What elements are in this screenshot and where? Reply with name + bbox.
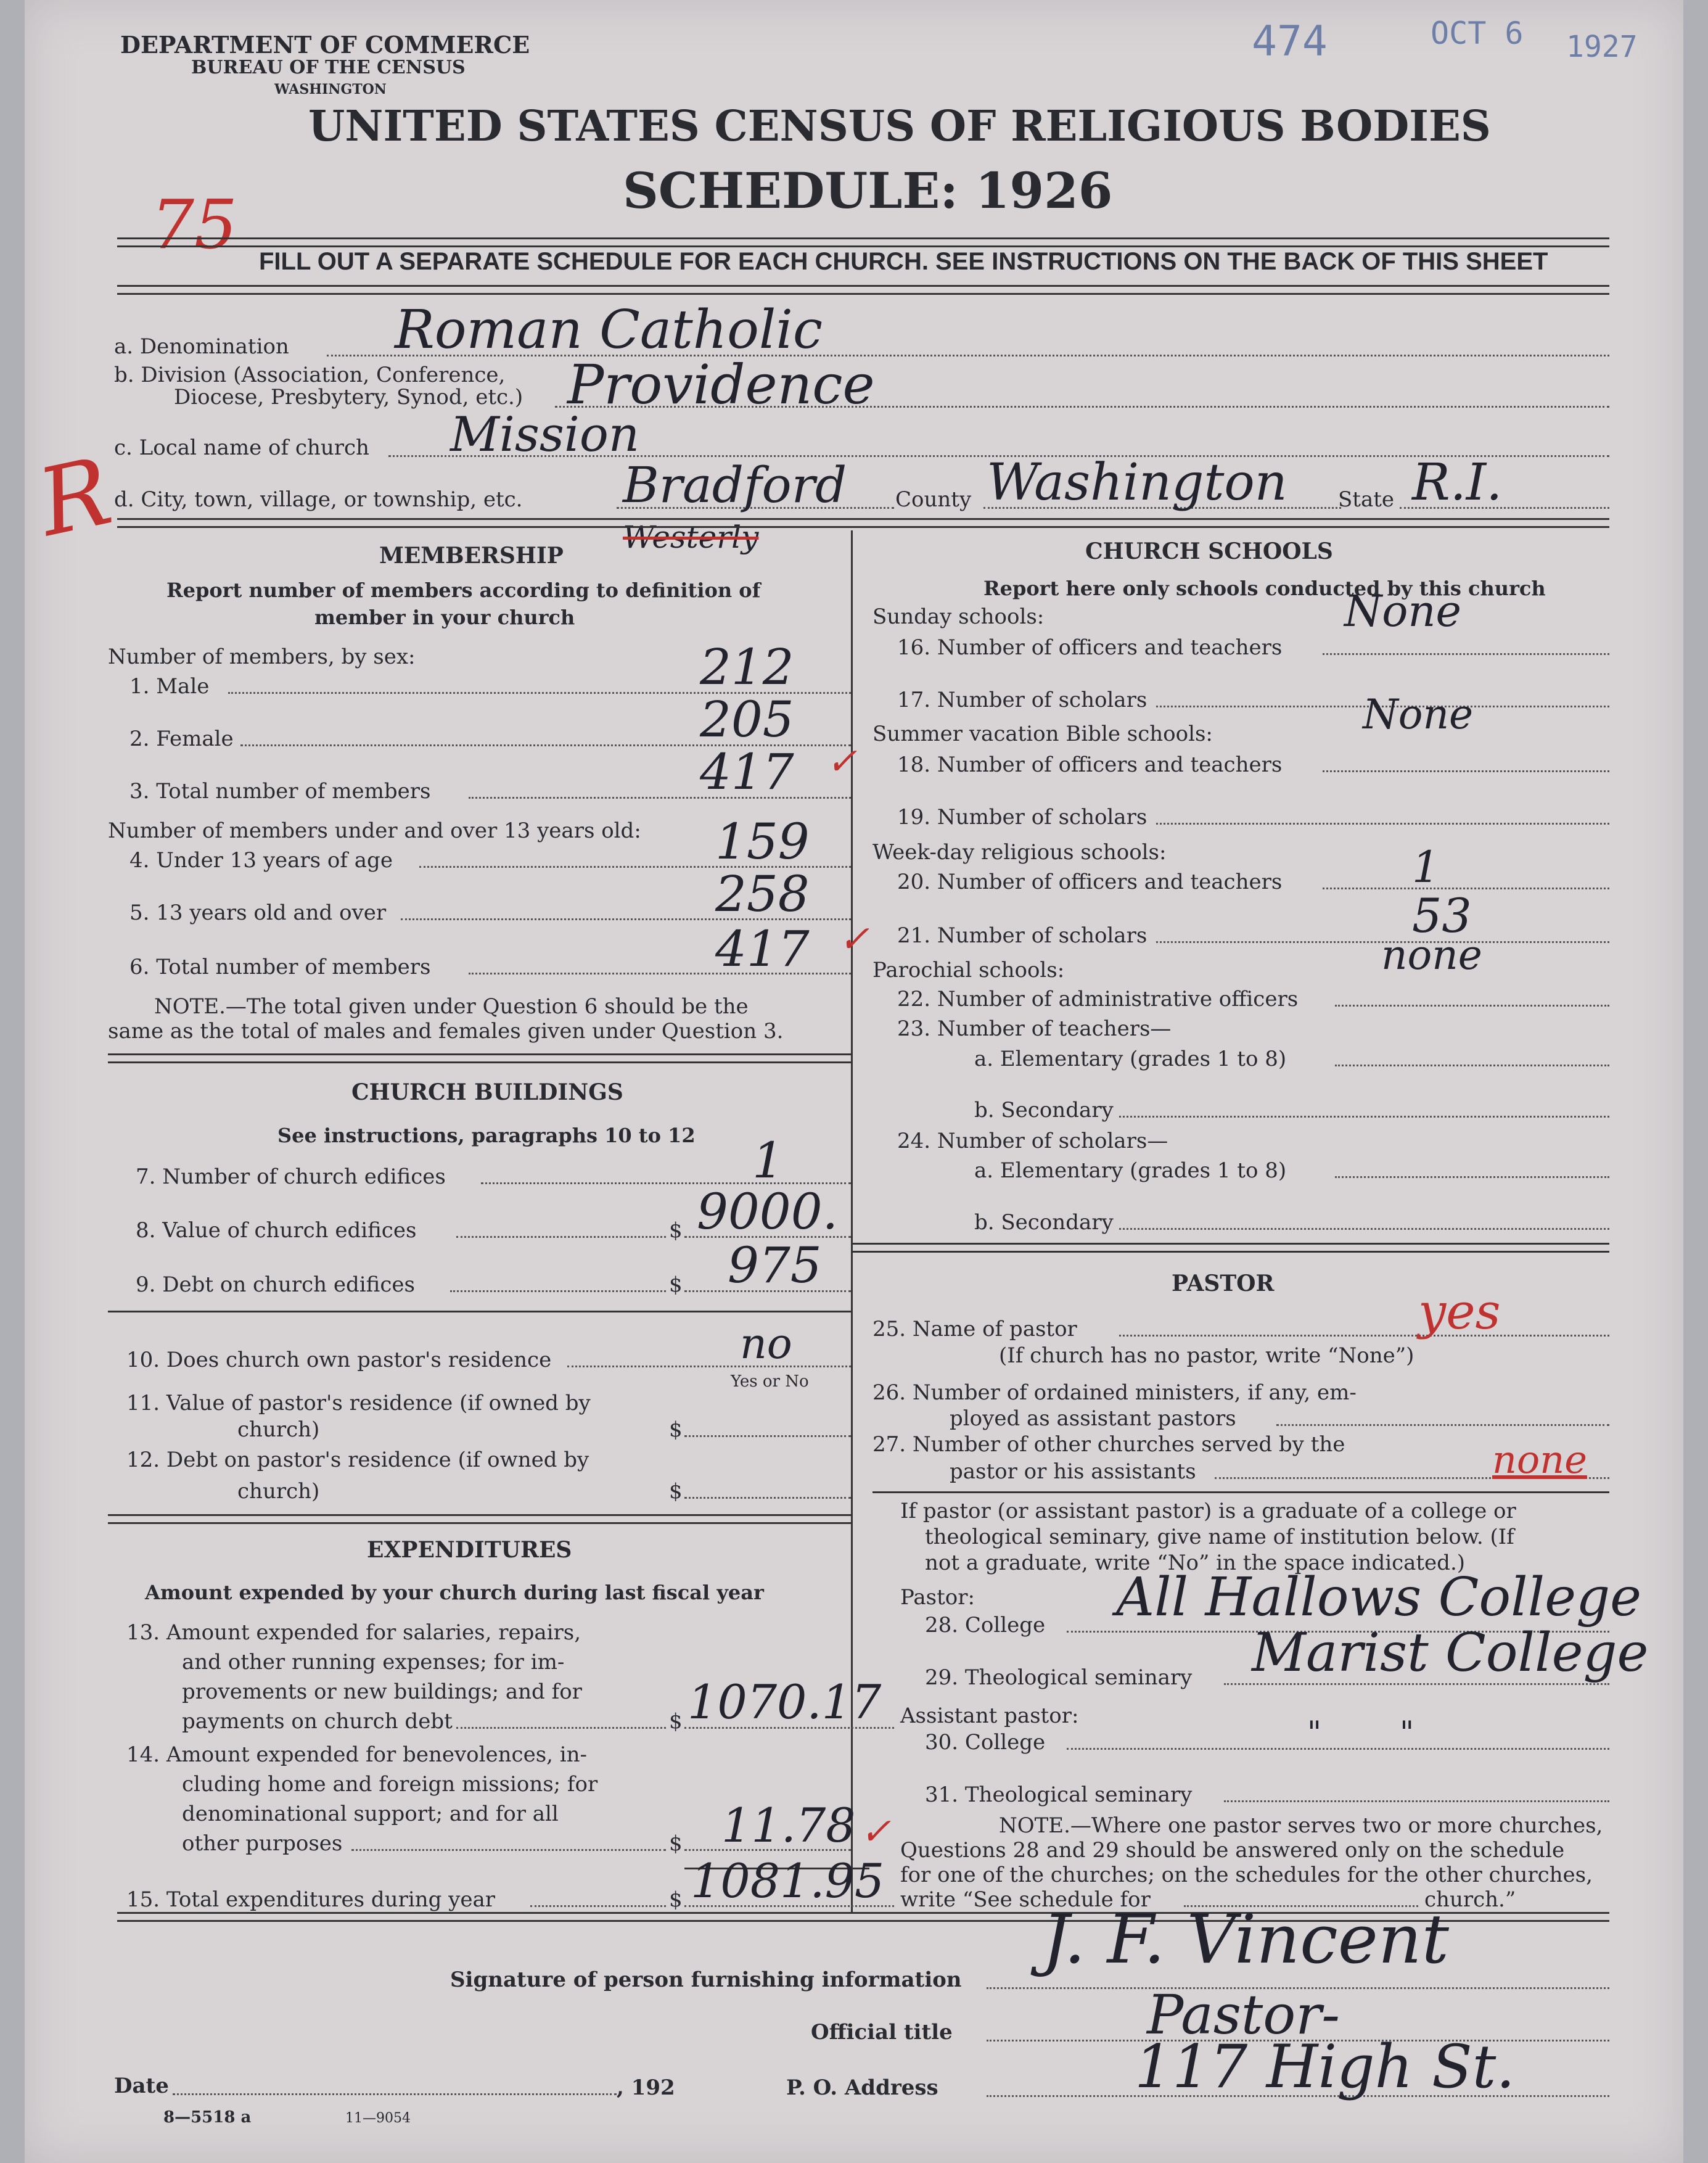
q10-value[interactable]: no [740, 1320, 792, 1369]
print-number: 11—9054 [345, 2111, 411, 2126]
q3-check: ✓ [826, 740, 858, 783]
q17-label: 17. Number of scholars [897, 688, 1148, 712]
banner-bottom-rule [117, 285, 1609, 295]
q9-value[interactable]: 975 [728, 1237, 822, 1294]
schools-sub: Report here only schools conducted by this church [983, 577, 1546, 600]
q13-dollar: $ [669, 1709, 683, 1734]
signature-value[interactable]: J. F. Vincent [1042, 1900, 1449, 1979]
q25-note: (If church has no pastor, write “None”) [999, 1343, 1414, 1368]
expenditures-heading: EXPENDITURES [367, 1537, 572, 1563]
q15-dollar: $ [669, 1887, 683, 1912]
state-label: State [1338, 487, 1395, 512]
pastor-mid-rule [872, 1491, 1609, 1493]
q9-line [450, 1290, 666, 1292]
q12-line [684, 1497, 851, 1499]
q16-label: 16. Number of officers and teachers [897, 635, 1283, 660]
membership-intro-1: Report number of members according to definition of [166, 579, 761, 602]
q18-label: 18. Number of officers and teachers [897, 752, 1283, 777]
q6-check: ✓ [839, 918, 870, 961]
q12-dollar: $ [669, 1479, 683, 1504]
q11-dollar: $ [669, 1417, 683, 1442]
q27-label-2: pastor or his assistants [950, 1459, 1196, 1484]
q18-line [1323, 770, 1609, 772]
q14-label-1: 14. Amount expended for benevolences, in- [126, 1742, 588, 1767]
sunday-schools-value[interactable]: None [1344, 586, 1461, 637]
county-value[interactable]: Washington [987, 453, 1287, 512]
q3-label: 3. Total number of members [129, 779, 431, 804]
q23-label: 23. Number of teachers— [897, 1016, 1172, 1041]
q1-value[interactable]: 212 [700, 638, 794, 696]
city-struck-value: Westerly [623, 519, 759, 555]
buildings-sub: See instructions, paragraphs 10 to 12 [277, 1124, 696, 1147]
date-year: , 192 [617, 2075, 675, 2100]
buildings-heading: CHURCH BUILDINGS [351, 1079, 623, 1105]
graduate-note-1: If pastor (or assistant pastor) is a graduate of a college or [900, 1499, 1516, 1523]
q24b-label: b. Secondary [974, 1210, 1114, 1235]
date-line [173, 2093, 617, 2095]
signature-label: Signature of person furnishing information [450, 1967, 962, 1992]
form-number: 8—5518 a [163, 2108, 252, 2127]
official-title-label: Official title [811, 2020, 953, 2045]
city-label: WASHINGTON [274, 81, 387, 97]
weekday-schools-label: Week-day religious schools: [872, 840, 1167, 865]
q14-label-4: other purposes [182, 1831, 343, 1856]
form-subtitle: SCHEDULE: 1926 [623, 162, 1113, 220]
graduate-note-2: theological seminary, give name of institution below. (If [925, 1525, 1514, 1549]
census-schedule-sheet [25, 0, 1683, 2163]
q5-label: 5. 13 years old and over [129, 900, 387, 925]
division-label-2: Diocese, Presbytery, Synod, etc.) [174, 385, 523, 410]
q29-label: 29. Theological seminary [925, 1665, 1193, 1690]
identity-bottom-rule [117, 518, 1609, 528]
membership-intro-2: member in your church [314, 606, 575, 629]
instruction-banner: FILL OUT A SEPARATE SCHEDULE FOR EACH CHURCH. SEE INSTRUCTIONS ON THE BACK OF THIS SHEET [259, 248, 1548, 275]
q20-value[interactable]: 1 [1412, 842, 1440, 892]
assistant-pastor-label: Assistant pastor: [900, 1704, 1079, 1728]
q23a-line [1335, 1065, 1609, 1066]
parochial-schools-label: Parochial schools: [872, 958, 1065, 983]
membership-heading: MEMBERSHIP [379, 543, 564, 569]
city-label-field: d. City, town, village, or township, etc. [114, 487, 523, 512]
q25-value[interactable]: yes [1418, 1283, 1501, 1340]
q4-label: 4. Under 13 years of age [129, 848, 393, 873]
schools-heading: CHURCH SCHOOLS [1085, 538, 1333, 564]
q10-line [567, 1366, 851, 1367]
summer-schools-value[interactable]: None [1363, 691, 1474, 738]
q11-line [684, 1435, 851, 1437]
q8-line [456, 1236, 666, 1238]
q2-value[interactable]: 205 [700, 691, 794, 748]
q14-check: ✓ [860, 1810, 892, 1853]
q20-label: 20. Number of officers and teachers [897, 870, 1283, 894]
q22-line [1335, 1005, 1609, 1007]
form-title: UNITED STATES CENSUS OF RELIGIOUS BODIES [308, 102, 1491, 151]
division-value[interactable]: Providence [567, 353, 875, 416]
q30-value[interactable]: " " [1307, 1715, 1414, 1750]
membership-note-2: same as the total of males and females given under Question 3. [108, 1019, 784, 1044]
q29-value[interactable]: Marist College [1252, 1622, 1649, 1684]
pastor-note-5: church.” [1424, 1887, 1516, 1912]
q14-line [351, 1849, 666, 1851]
q19-label: 19. Number of scholars [897, 805, 1148, 830]
local-name-label: c. Local name of church [114, 435, 369, 460]
q25-line [1119, 1335, 1609, 1337]
received-stamp-number: 474 [1252, 17, 1328, 66]
buildings-mid-rule [108, 1311, 851, 1312]
q23b-line [1119, 1116, 1609, 1118]
q15-label: 15. Total expenditures during year [126, 1887, 496, 1912]
po-address-value[interactable]: 117 High St. [1135, 2032, 1515, 2101]
sunday-schools-label: Sunday schools: [872, 604, 1045, 629]
q31-line [1224, 1800, 1609, 1802]
q21-value[interactable]: 53 [1412, 888, 1472, 943]
received-stamp-date: OCT 6 [1431, 15, 1524, 51]
q27-value[interactable]: none [1492, 1437, 1587, 1482]
membership-bottom-rule [108, 1053, 851, 1063]
q24a-line [1335, 1176, 1609, 1178]
q12-label-2: church) [237, 1479, 320, 1504]
q4-value[interactable]: 159 [715, 813, 810, 870]
q3-value[interactable]: 417 [700, 743, 794, 801]
department-label: DEPARTMENT OF COMMERCE [120, 31, 530, 59]
q27-label-1: 27. Number of other churches served by the [872, 1432, 1345, 1457]
pastor-note-2: Questions 28 and 29 should be answered only on the schedule [900, 1838, 1565, 1863]
q24-label: 24. Number of scholars— [897, 1129, 1168, 1153]
po-address-label: P. O. Address [786, 2075, 938, 2100]
pastor-note-3: for one of the churches; on the schedules for the other churches, [900, 1863, 1593, 1887]
q12-label-1: 12. Debt on pastor's residence (if owned by [126, 1448, 589, 1472]
pastor-note-1: NOTE.—Where one pastor serves two or more churches, [999, 1813, 1603, 1838]
bureau-label: BUREAU OF THE CENSUS [191, 57, 466, 78]
q13-label-2: and other running expenses; for im- [182, 1650, 565, 1675]
q6-label: 6. Total number of members [129, 955, 431, 979]
q6-value[interactable]: 417 [715, 920, 810, 978]
q25-label: 25. Name of pastor [872, 1317, 1077, 1341]
q31-label: 31. Theological seminary [925, 1782, 1193, 1807]
q28-value[interactable]: All Hallows College [1116, 1567, 1642, 1628]
q2-label: 2. Female [129, 727, 234, 751]
city-value[interactable]: Bradford [623, 456, 847, 514]
q23a-label: a. Elementary (grades 1 to 8) [974, 1047, 1287, 1071]
q7-label: 7. Number of church edifices [136, 1164, 446, 1189]
q26-label-1: 26. Number of ordained ministers, if any, em- [872, 1380, 1357, 1405]
q15-line [530, 1905, 666, 1907]
q22-label: 22. Number of administrative officers [897, 987, 1299, 1011]
q26-label-2: ployed as assistant pastors [950, 1406, 1236, 1431]
q26-line [1276, 1424, 1609, 1426]
q13-value[interactable]: 1070.17 [688, 1675, 882, 1729]
q24a-label: a. Elementary (grades 1 to 8) [974, 1158, 1287, 1183]
q28-label: 28. College [925, 1613, 1046, 1638]
margin-mark-75: 75 [151, 185, 237, 264]
parochial-schools-value[interactable]: none [1381, 931, 1482, 979]
buildings-bottom-rule [108, 1514, 851, 1524]
q8-value[interactable]: 9000. [697, 1183, 839, 1240]
schools-bottom-rule [851, 1243, 1609, 1253]
expenditures-sub: Amount expended by your church during last fiscal year [145, 1581, 764, 1604]
pastor-heading: PASTOR [1172, 1271, 1275, 1296]
q9-dollar: $ [669, 1272, 683, 1297]
q30-label: 30. College [925, 1730, 1046, 1755]
q13-label-1: 13. Amount expended for salaries, repairs, [126, 1620, 581, 1645]
q23b-label: b. Secondary [974, 1098, 1114, 1123]
q13-label-4: payments on church debt [182, 1709, 453, 1734]
q10-label: 10. Does church own pastor's residence [126, 1348, 552, 1372]
summer-schools-label: Summer vacation Bible schools: [872, 722, 1213, 746]
q1-label: 1. Male [129, 674, 210, 699]
q8-label: 8. Value of church edifices [136, 1218, 417, 1243]
division-label-1: b. Division (Association, Conference, [114, 363, 506, 387]
state-value[interactable]: R.I. [1412, 453, 1503, 512]
q19-line [1156, 823, 1609, 825]
q14-label-3: denominational support; and for all [182, 1802, 559, 1826]
pastor-note-4: write “See schedule for [900, 1887, 1151, 1912]
q8-dollar: $ [669, 1218, 683, 1243]
q13-line [456, 1727, 666, 1729]
q14-dollar: $ [669, 1831, 683, 1856]
q14-value[interactable]: 11.78 [721, 1798, 856, 1853]
denomination-value[interactable]: Roman Catholic [395, 299, 823, 361]
q11-label-1: 11. Value of pastor's residence (if owned by [126, 1391, 591, 1415]
pastor-sub-label: Pastor: [900, 1585, 975, 1610]
margin-mark-r: R [30, 438, 120, 558]
q11-label-2: church) [237, 1417, 320, 1442]
q15-value[interactable]: 1081.95 [691, 1853, 885, 1908]
q24b-line [1119, 1228, 1609, 1230]
q14-label-2: cluding home and foreign missions; for [182, 1772, 598, 1797]
q16-line [1323, 653, 1609, 655]
q13-label-3: provements or new buildings; and for [182, 1679, 582, 1704]
received-stamp-year: 1927 [1566, 30, 1638, 64]
q21-label: 21. Number of scholars [897, 923, 1148, 948]
denomination-label: a. Denomination [114, 334, 289, 359]
graduate-note-3: not a graduate, write “No” in the space indicated.) [925, 1551, 1466, 1575]
age-label: Number of members under and over 13 years old: [108, 818, 641, 843]
q9-label: 9. Debt on church edifices [136, 1272, 415, 1297]
q5-value[interactable]: 258 [715, 865, 810, 923]
yes-or-no-hint: Yes or No [731, 1372, 809, 1391]
date-label: Date [114, 2074, 169, 2098]
membership-note-1: NOTE.—The total given under Question 6 should be the [154, 994, 749, 1019]
banner-top-rule [117, 237, 1609, 247]
members-by-sex-label: Number of members, by sex: [108, 645, 416, 669]
q7-value[interactable]: 1 [752, 1132, 784, 1189]
county-label: County [895, 487, 972, 512]
local-name-value[interactable]: Mission [450, 407, 640, 463]
official-title-value[interactable]: Pastor- [1147, 1983, 1341, 2046]
